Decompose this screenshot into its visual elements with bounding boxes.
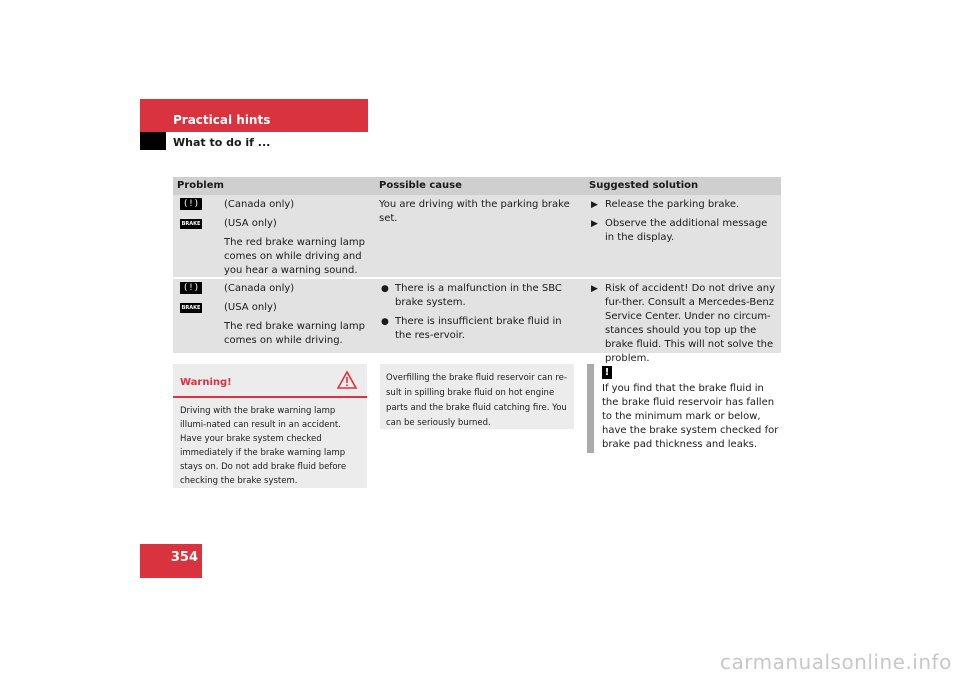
column-header-solution: Suggested solution	[589, 180, 699, 191]
warning-divider	[173, 396, 367, 398]
watermark: carmanualsonline.info	[720, 650, 952, 674]
list-item	[379, 282, 579, 310]
brake-warning-canada-icon: (!)	[180, 282, 202, 294]
bullet-icon: ●	[381, 317, 389, 327]
column-header-cause: Possible cause	[379, 180, 462, 191]
section-header: Practical hints	[140, 99, 368, 132]
warning-title: Warning!	[180, 377, 232, 388]
cause-cell: You are driving with the parking brake set.	[379, 199, 570, 224]
column-header-problem: Problem	[177, 180, 224, 191]
arrow-icon: ▶	[591, 284, 598, 294]
note-exclamation-icon: !	[602, 366, 612, 379]
note-text: If you find that the brake fluid in the brake fluid reservoir has fallen to the minimum mark or below, have the brake system checked for brake pad thickness and leaks.	[602, 383, 779, 450]
warning-triangle-icon	[337, 370, 357, 390]
brake-warning-usa-icon: BRAKE	[181, 305, 201, 311]
problem-cell	[224, 282, 374, 353]
problem-canada: (Canada only)	[224, 283, 295, 294]
header-tab-marker	[140, 132, 166, 150]
continued-warning-box	[380, 364, 574, 429]
solution-text: Risk of accident! Do not drive any fur-ther. Consult a Mercedes-Benz Service Center. Under no circum-stances should you top up the brake fluid. This will not solve the problem.	[605, 283, 775, 364]
brake-warning-usa-icon: BRAKE	[181, 221, 201, 227]
table-row	[173, 279, 781, 364]
arrow-icon: ▶	[591, 219, 598, 229]
cause-text: There is a malfunction in the SBC brake system.	[395, 283, 562, 308]
problem-cell	[224, 198, 374, 283]
list-item	[589, 198, 775, 212]
table-header	[173, 177, 781, 195]
table-row	[173, 195, 781, 277]
bullet-icon: ●	[381, 284, 389, 294]
list-item	[589, 217, 775, 245]
arrow-icon: ▶	[591, 200, 598, 210]
warning-box	[173, 364, 367, 488]
problem-description: The red brake warning lamp comes on while driving and you hear a warning sound.	[224, 237, 365, 276]
list-item	[379, 315, 579, 343]
solution-text: Observe the additional message in the display.	[605, 218, 768, 243]
problem-canada: (Canada only)	[224, 199, 295, 210]
problem-description: The red brake warning lamp comes on while driving.	[224, 321, 365, 346]
solution-cell	[589, 282, 779, 371]
solution-cell	[589, 198, 775, 250]
subsection-title: What to do if ...	[173, 136, 271, 149]
note-side-bar	[587, 364, 594, 453]
brake-warning-canada-icon: (!)	[180, 198, 202, 210]
solution-text: Release the parking brake.	[605, 199, 740, 210]
continued-warning-text: Overfilling the brake fluid reservoir can re-sult in spilling brake fluid on hot engine parts and the brake fluid catching fire. You can be seriously burned.	[386, 373, 567, 428]
problem-usa: (USA only)	[224, 218, 277, 229]
page-number: 354	[140, 544, 202, 578]
list-item	[589, 282, 779, 366]
problem-usa: (USA only)	[224, 302, 277, 313]
warning-text: Driving with the brake warning lamp illumi-nated can result in an accident. Have your brake system checked immediately if the brake warning lamp stays on. Do not add brake fluid before checking the brake system.	[180, 406, 347, 486]
cause-cell	[379, 282, 579, 348]
cause-text: There is insufficient brake fluid in the res-ervoir.	[395, 316, 562, 341]
